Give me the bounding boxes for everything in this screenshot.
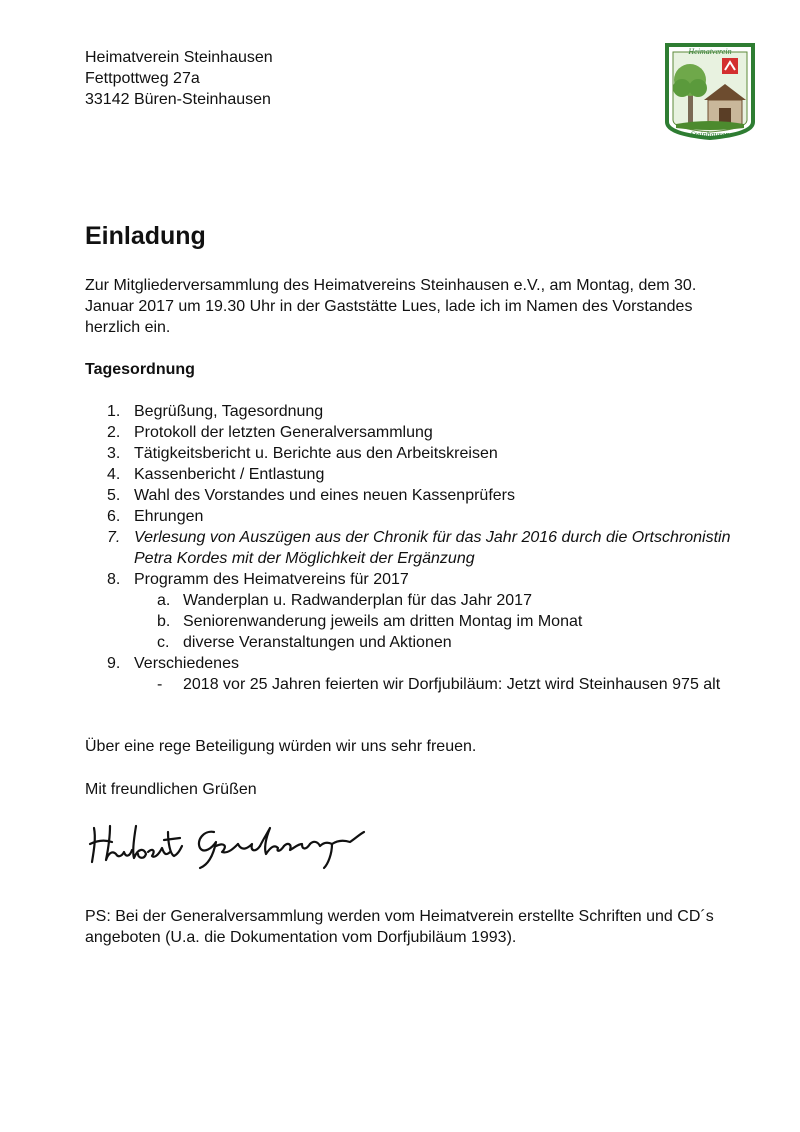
greeting: Mit freundlichen Grüßen	[85, 781, 257, 798]
letter-title: Einladung	[85, 222, 206, 250]
agenda-item	[85, 401, 745, 422]
agenda-item-number: 4.	[107, 466, 121, 483]
agenda-item-text: Protokoll der letzten Generalversammlung	[134, 424, 433, 441]
agenda-subitem-text: Seniorenwanderung jeweils am dritten Montag im Monat	[183, 613, 583, 630]
sender-address	[85, 47, 273, 110]
logo-top-text: Heimatverein	[688, 47, 732, 56]
agenda-item-text: Kassenbericht / Entlastung	[134, 466, 325, 483]
agenda-list	[85, 401, 745, 695]
agenda-item-number: 6.	[107, 508, 121, 525]
agenda-item	[85, 527, 745, 569]
agenda-sublist	[134, 674, 745, 695]
handwritten-signature	[88, 818, 368, 870]
agenda-item-number: 9.	[107, 655, 121, 672]
agenda-item	[85, 653, 745, 695]
agenda-item-number: 3.	[107, 445, 121, 462]
agenda-item-number: 2.	[107, 424, 121, 441]
agenda-subitem	[134, 674, 745, 695]
agenda-subitem	[134, 632, 745, 653]
agenda-subitem-dash: -	[157, 676, 163, 693]
agenda-item-text: Verlesung von Auszügen aus der Chronik für das Jahr 2016 durch die Ortschronistin Petra Kordes mit der Möglichkeit der Ergänzung	[134, 529, 731, 567]
agenda-sublist	[134, 590, 745, 653]
agenda-item-text: Ehrungen	[134, 508, 204, 525]
agenda-item-number: 7.	[107, 529, 121, 546]
agenda-item-text: Wahl des Vorstandes und eines neuen Kassenprüfers	[134, 487, 515, 504]
agenda-item	[85, 422, 745, 443]
closing-sentence: Über eine rege Beteiligung würden wir uns sehr freuen.	[85, 738, 477, 755]
agenda-item	[85, 485, 745, 506]
agenda-item	[85, 569, 745, 653]
logo-bottom-text: Steinhausen	[690, 130, 730, 139]
postscript: PS: Bei der Generalversammlung werden vom Heimatverein erstellte Schriften und CD´s angeboten (U.a. die Dokumentation vom Dorfjubiläum 1993).	[85, 908, 714, 946]
sender-city: 33142 Büren-Steinhausen	[85, 91, 271, 108]
agenda-item-text: Verschiedenes	[134, 655, 239, 672]
agenda-item-text: Begrüßung, Tagesordnung	[134, 403, 324, 420]
intro-paragraph: Zur Mitgliederversammlung des Heimatvereins Steinhausen e.V., am Montag, dem 30. Januar 2017 um 19.30 Uhr in der Gaststätte Lues, lade ich im Namen des Vorstandes herzlich ein.	[85, 277, 697, 336]
agenda-item	[85, 506, 745, 527]
agenda-item-text: Tätigkeitsbericht u. Berichte aus den Arbeitskreisen	[134, 445, 498, 462]
agenda-subitem-letter: b.	[157, 613, 171, 630]
agenda-item	[85, 464, 745, 485]
agenda-subitem-text: 2018 vor 25 Jahren feierten wir Dorfjubiläum: Jetzt wird Steinhausen 975 alt	[183, 676, 721, 693]
agenda-item-number: 1.	[107, 403, 121, 420]
agenda-item	[85, 443, 745, 464]
heimatverein-logo	[664, 42, 756, 140]
sender-name: Heimatverein Steinhausen	[85, 49, 273, 66]
agenda-subitem-text: Wanderplan u. Radwanderplan für das Jahr 2017	[183, 592, 532, 609]
agenda-item-number: 8.	[107, 571, 121, 588]
agenda-subitem	[134, 590, 745, 611]
agenda-item-number: 5.	[107, 487, 121, 504]
agenda-subitem-text: diverse Veranstaltungen und Aktionen	[183, 634, 452, 651]
agenda-item-text: Programm des Heimatvereins für 2017	[134, 571, 409, 588]
agenda-subitem-letter: a.	[157, 592, 171, 609]
agenda-subitem	[134, 611, 745, 632]
agenda-heading: Tagesordnung	[85, 361, 195, 378]
sender-street: Fettpottweg 27a	[85, 70, 200, 87]
agenda-subitem-letter: c.	[157, 634, 170, 651]
